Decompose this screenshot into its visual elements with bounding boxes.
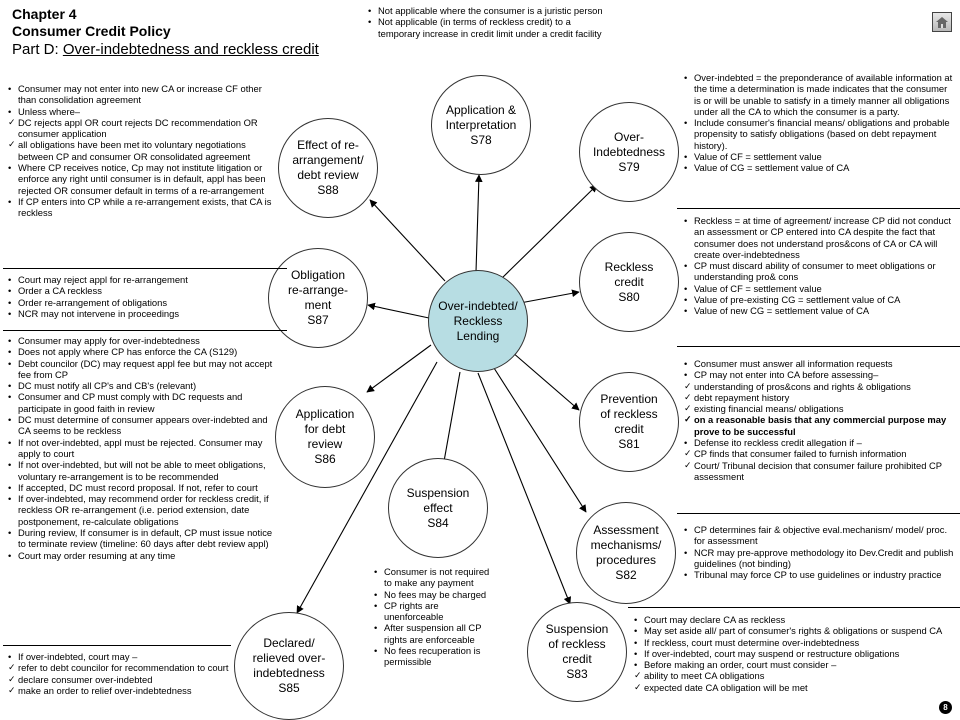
note-s84 (374, 566, 496, 668)
note-item: • Consumer is not required to make any payment (374, 566, 496, 589)
note-item: ✓ Court/ Tribunal decision that consumer failure prohibited CP assessment (684, 460, 956, 483)
divider (677, 513, 960, 514)
note-item: • If reckless, court must determine over-indebtedness (634, 637, 956, 648)
note-item: ✓ expected date CA obligation will be met (634, 682, 956, 693)
note-item: • DC must determine of consumer appears over-indebted and CA seems to be reckless (8, 414, 276, 437)
note-item: • Where CP receives notice, Cp may not institute litigation or enforce any right until consumer is in default, appl has been rejected OR consumer default in terms of a re-arrangement (8, 162, 278, 196)
divider (3, 268, 287, 269)
note-item: • Over-indebted = the preponderance of available information at the time a determination is made indicates that the consumer is or will be unable to satisfy in a timely manner all obligations under all the CA to which the consumer is a party. (684, 72, 956, 117)
divider (677, 346, 960, 347)
arrow-to-s80 (520, 292, 579, 303)
note-item: ✓ refer to debt councilor for recommendation to court (8, 662, 230, 673)
note-item: • CP determines fair & objective eval.mechanism/ model/ proc. for assessment (684, 524, 956, 547)
note-item: • Consumer must answer all information requests (684, 358, 956, 369)
note-item: • NCR may not intervene in proceedings (8, 308, 278, 319)
policy-heading: Consumer Credit Policy (12, 23, 171, 39)
note-item: ✓ CP finds that consumer failed to furnish information (684, 448, 956, 459)
note-top (368, 5, 608, 39)
note-s85 (8, 651, 230, 696)
node-s81[interactable]: Prevention of reckless credit S81 (579, 372, 679, 472)
note-item: • No fees may be charged (374, 589, 496, 600)
note-s87 (8, 274, 278, 319)
note-item: • Tribunal may force CP to use guidelines or industry practice (684, 569, 956, 580)
note-item: ✓ declare consumer over-indebted (8, 674, 230, 685)
note-item: • Not applicable (in terms of reckless credit) to a temporary increase in credit limit under a credit facility (368, 16, 608, 39)
note-item: • Not applicable where the consumer is a juristic person (368, 5, 608, 16)
note-s79 (684, 72, 956, 174)
divider (628, 607, 960, 608)
note-item: • Defense ito reckless credit allegation if – (684, 437, 956, 448)
note-s82 (684, 524, 956, 580)
note-item: • If CP enters into CP while a re-arrangement exists, that CA is reckless (8, 196, 278, 219)
note-item: ✓ on a reasonable basis that any commercial purpose may prove to be successful (684, 414, 956, 437)
arrow-to-s87 (368, 305, 429, 318)
arrow-to-s82 (494, 368, 586, 512)
note-item: • Order a CA reckless (8, 285, 278, 296)
note-item: • Debt councilor (DC) may request appl fee but may not accept fee from CP (8, 358, 276, 381)
node-s82[interactable]: Assessment mechanisms/ procedures S82 (576, 502, 676, 604)
page-number: 8 (939, 701, 952, 714)
note-s80 (684, 215, 956, 317)
note-item: • Consumer may apply for over-indebtedness (8, 335, 276, 346)
note-item: • May set aside all/ part of consumer's rights & obligations or suspend CA (634, 625, 956, 636)
note-item: • Value of CF = settlement value (684, 283, 956, 294)
note-item: ✓ DC rejects appl OR court rejects DC recommendation OR consumer application (8, 117, 278, 140)
note-item: ✓ debt repayment history (684, 392, 956, 403)
note-item: • Does not apply where CP has enforce the CA (S129) (8, 346, 276, 357)
note-item: • Court may reject appl for re-arrangement (8, 274, 278, 285)
note-item: ✓ ability to meet CA obligations (634, 670, 956, 681)
note-item: • Court may declare CA as reckless (634, 614, 956, 625)
node-s87[interactable]: Obligation re-arrange- ment S87 (268, 248, 368, 348)
arrow-to-s78 (476, 175, 479, 272)
chapter-heading: Chapter 4 (12, 6, 77, 22)
note-s88 (8, 83, 278, 219)
node-s78[interactable]: Application & Interpretation S78 (431, 75, 531, 175)
note-item: • If over-indebted, court may – (8, 651, 230, 662)
node-s79[interactable]: Over- Indebtedness S79 (579, 102, 679, 202)
node-s88[interactable]: Effect of re- arrangement/ debt review S88 (278, 118, 378, 218)
note-item: • If over-indebted, court may suspend or restructure obligations (634, 648, 956, 659)
note-item: • If not over-indebted, appl must be rejected. Consumer may apply to court (8, 437, 276, 460)
note-item: • Value of CG = settlement value of CA (684, 162, 956, 173)
node-s80[interactable]: Reckless credit S80 (579, 232, 679, 332)
note-item: ✓ make an order to relief over-indebtedness (8, 685, 230, 696)
note-item: • Order re-arrangement of obligations (8, 297, 278, 308)
note-s83 (634, 614, 956, 693)
note-item: • If accepted, DC must record proposal. If not, refer to court (8, 482, 276, 493)
note-item: • CP rights are unenforceable (374, 600, 496, 623)
note-item: • DC must notify all CP's and CB's (relevant) (8, 380, 276, 391)
note-item: • Include consumer's financial means/ obligations and probable propensity to satisfy obligations (based on debt repayment history). (684, 117, 956, 151)
part-title: Over-indebtedness and reckless credit (62, 41, 319, 58)
note-s81 (684, 358, 956, 482)
note-item: • Reckless = at time of agreement/ increase CP did not conduct an assessment or CP entered into CA despite the fact that consumer does not understand pros&cons of CA or CA will create over-indebtedness (684, 215, 956, 260)
note-item: • Value of CF = settlement value (684, 151, 956, 162)
arrow-to-s88 (370, 200, 445, 281)
note-item: • If not over-indebted, but will not be able to meet obligations, voluntary re-arrangement is to be recommended (8, 459, 276, 482)
part-prefix: Part D: (12, 41, 63, 58)
note-item: • Consumer may not enter into new CA or increase CF other than consolidation agreement (8, 83, 278, 106)
note-item: • If over-indebted, may recommend order for reckless credit, if reckless OR re-arrangement (i.e. period extension, date postponement, re-calculate obligations (8, 493, 276, 527)
note-item: • Court may order resuming at any time (8, 550, 276, 561)
divider (3, 330, 287, 331)
node-s84[interactable]: Suspension effect S84 (388, 458, 488, 558)
note-item: • Value of pre-existing CG = settlement value of CA (684, 294, 956, 305)
node-s83[interactable]: Suspension of reckless credit S83 (527, 602, 627, 702)
node-s85[interactable]: Declared/ relieved over- indebtedness S85 (234, 612, 344, 720)
divider (3, 645, 231, 646)
arrow-to-s86 (367, 345, 431, 392)
note-item: • CP may not enter into CA before assessing– (684, 369, 956, 380)
node-center[interactable]: Over-indebted/ Reckless Lending (428, 270, 528, 372)
note-item: • Value of new CG = settlement value of CA (684, 305, 956, 316)
note-item: ✓ existing financial means/ obligations (684, 403, 956, 414)
note-item: • During review, If consumer is in default, CP must issue notice to terminate review (timeline: 60 days after debt review appl) (8, 527, 276, 550)
note-item: • NCR may pre-approve methodology ito Dev.Credit and publish guidelines (not binding) (684, 547, 956, 570)
note-item: • No fees recuperation is permissible (374, 645, 496, 668)
arrow-to-s84 (443, 372, 460, 467)
divider (677, 208, 960, 209)
note-s86 (8, 335, 276, 561)
node-s86[interactable]: Application for debt review S86 (275, 386, 375, 488)
note-item: • CP must discard ability of consumer to meet obligations or understanding pro& cons (684, 260, 956, 283)
note-item: • Before making an order, court must consider – (634, 659, 956, 670)
arrow-to-s81 (512, 352, 579, 410)
note-item: • Consumer and CP must comply with DC requests and participate in good faith in review (8, 391, 276, 414)
note-item: ✓ understanding of pros&cons and rights & obligations (684, 381, 956, 392)
note-item: • Unless where– (8, 106, 278, 117)
note-item: ✓ all obligations have been met ito voluntary negotiations between CP and consumer OR consolidated agreement (8, 139, 278, 162)
note-item: • After suspension all CP rights are enforceable (374, 622, 496, 645)
